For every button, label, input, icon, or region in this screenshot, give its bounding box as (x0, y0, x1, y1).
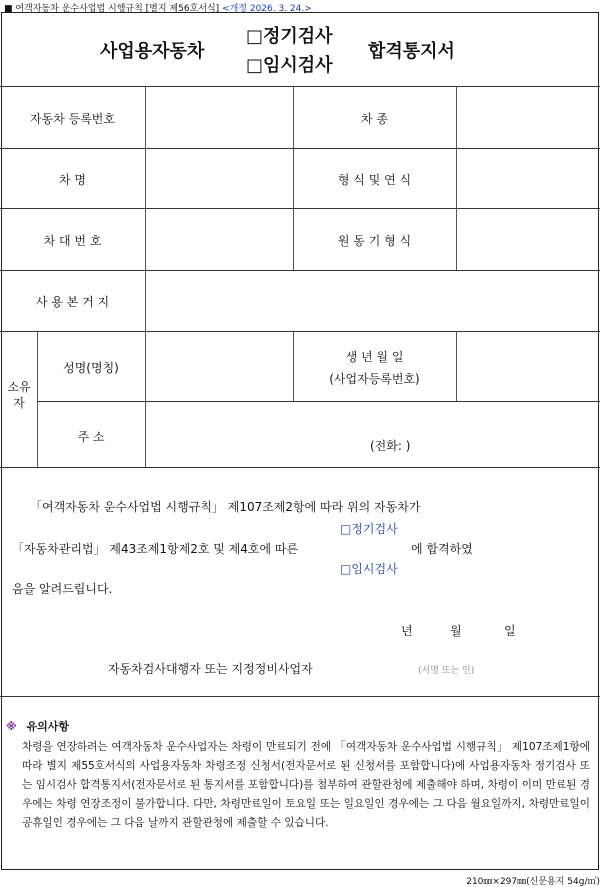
business-reg-no-label: (사업자등록번호) (329, 372, 420, 386)
notes-body: 차령을 연장하려는 여객자동차 운수사업자는 차령이 만료되기 전에 「여객자동차 운수사업법 시행규칙」 제107조제1항에 따라 별지 제55호서식의 사업용자동차 차령조정 신청서(전자문서로 된 신청서를 포함합니다)에 사업용자동차 정기검사 또는 임시검사 합격통지서(전자문서로 된 통지서를 포함합니다)를 첨부하여 관할관청에 제출해야 하며, 차령이 이미 만료된 경우에는 차령 연장조정이 불가합니다. 다만, 차령만료일이 토요일 또는 일요일인 경우에는 그 다음 월요일까지, 차령만료일이 공휴일인 경우에는 그 다음 날까지 관할관청에 제출할 수 있습니다. (22, 741, 590, 829)
col-divider (293, 331, 294, 401)
form-reference: ■ 여객자동차 운수사업법 시행규칙 [별지 제56호서식] (4, 4, 220, 14)
row-divider (0, 86, 600, 87)
row-divider (0, 148, 600, 149)
notes-mark-icon: ※ (6, 720, 17, 733)
owner-name-label: 성명(명칭) (63, 361, 119, 375)
paper-spec: 210㎜×297㎜(신문용지 54g/㎡) (466, 877, 600, 887)
chassis-no-label: 차 대 번 호 (43, 234, 102, 248)
statement-line1: 「여객자동차 운수사업법 시행규칙」 제107조제2항에 따라 위의 자동차가 (30, 500, 421, 514)
notes-title: 유의사항 (26, 720, 70, 733)
row-divider (0, 331, 600, 332)
statement-line2-end: 에 합격하였 (411, 542, 473, 556)
model-year-label: 형 식 및 연 식 (337, 173, 412, 187)
registration-no-label: 자동차 등록번호 (30, 112, 115, 126)
base-location-label: 사 용 본 거 지 (35, 295, 110, 309)
revision-note: <개정 2026. 3. 24.> (222, 4, 312, 14)
title-part2: 합격통지서 (368, 41, 455, 62)
statement-option-regular[interactable]: □정기검사 (340, 522, 398, 536)
statement-option-temporary[interactable]: □임시검사 (340, 562, 398, 576)
signer-label: 자동차검사대행자 또는 지정정비사업자 (108, 662, 313, 676)
col-divider (37, 331, 38, 467)
row-divider (0, 696, 600, 697)
phone-field[interactable]: (전화: ) (370, 439, 411, 453)
statement-line2: 「자동차관리법」 제43조제1항제2호 및 제4호에 따른 (12, 542, 299, 556)
row-divider (0, 208, 600, 209)
row-divider (0, 270, 600, 271)
owner-label: 소유자 (7, 380, 31, 410)
date-year: 년 (401, 624, 413, 638)
form-title (0, 20, 598, 82)
address-label: 주 소 (77, 430, 105, 444)
title-part1: 사업용자동차 (100, 41, 205, 62)
vehicle-type-label: 차 종 (361, 112, 388, 126)
col-divider (145, 331, 146, 401)
col-divider (456, 86, 457, 270)
birth-date-label: 생 년 월 일 (345, 350, 404, 364)
row-divider (0, 467, 600, 468)
vehicle-name-label: 차 명 (59, 173, 86, 187)
engine-type-label: 원 동 기 형 식 (337, 234, 412, 248)
signature-note: (서명 또는 인) (418, 666, 475, 676)
col-divider (145, 86, 146, 331)
notes-heading (6, 718, 69, 734)
title-option-temporary[interactable]: □임시검사 (246, 55, 333, 76)
date-day: 일 (504, 624, 516, 638)
statement-line3: 음을 알려드립니다. (12, 582, 113, 596)
row-divider (37, 401, 600, 402)
col-divider (145, 401, 146, 467)
date-month: 월 (450, 624, 462, 638)
col-divider (456, 331, 457, 401)
title-option-regular[interactable]: □정기검사 (246, 26, 333, 47)
